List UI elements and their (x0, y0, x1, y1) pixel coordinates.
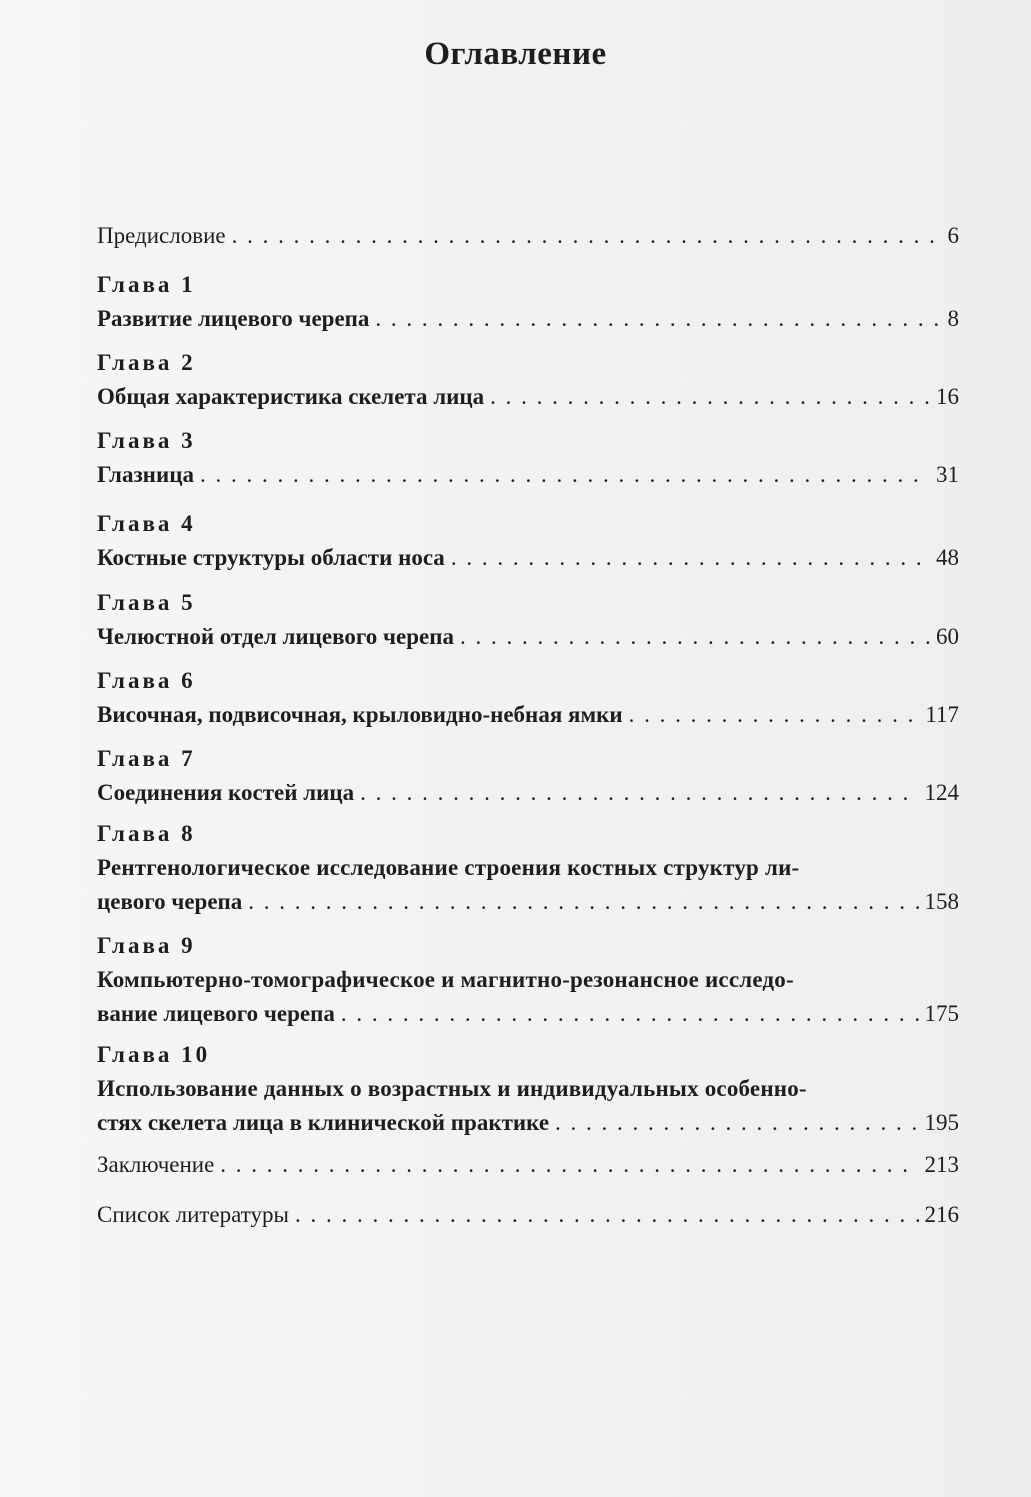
chapter-number: Глава 3 (97, 428, 196, 453)
dot-leader (232, 219, 942, 253)
toc-label: Общая характеристика скелета лица (97, 384, 485, 409)
toc-entry-chapter-7[interactable] (97, 742, 959, 810)
toc-label-continued: цевого черепа (97, 889, 243, 914)
toc-entry-conclusion[interactable] (97, 1148, 959, 1182)
toc-label-continued: вание лицевого черепа (97, 1001, 335, 1026)
chapter-number: Глава 8 (97, 821, 196, 846)
dot-leader (460, 620, 930, 654)
toc-entry-preface[interactable] (97, 219, 959, 253)
toc-label: Глазница (97, 462, 194, 487)
toc-label: Использование данных о возрастных и индивидуальных особенно- (97, 1076, 807, 1101)
toc-page: 124 (924, 780, 959, 805)
page-title: Оглавление (424, 36, 607, 72)
toc-page: 8 (947, 306, 959, 331)
dot-leader (341, 997, 919, 1031)
toc-label: Челюстной отдел лицевого черепа (97, 624, 454, 649)
dot-leader (375, 302, 941, 336)
dot-leader (200, 458, 930, 492)
chapter-number: Глава 5 (97, 590, 196, 615)
chapter-number: Глава 10 (97, 1042, 211, 1067)
toc-entry-chapter-1[interactable] (97, 268, 959, 336)
toc-entry-chapter-5[interactable] (97, 586, 959, 654)
chapter-number: Глава 1 (97, 272, 196, 297)
dot-leader (295, 1198, 919, 1232)
toc-page: 16 (936, 384, 959, 409)
toc-label: Костные структуры области носа (97, 545, 445, 570)
toc-label: Компьютерно-томографическое и магнитно-резонансное исследо- (97, 967, 794, 992)
toc-entry-references[interactable] (97, 1198, 959, 1232)
dot-leader (360, 776, 918, 810)
toc-page: 175 (924, 1001, 959, 1026)
dot-leader (220, 1148, 918, 1182)
toc-entry-chapter-3[interactable] (97, 424, 959, 492)
chapter-number: Глава 9 (97, 933, 196, 958)
toc-label: Рентгенологическое исследование строения костных структур ли- (97, 855, 800, 880)
dot-leader (451, 541, 930, 575)
dot-leader (629, 698, 920, 732)
toc-entry-chapter-4[interactable] (97, 507, 959, 575)
toc-page: 60 (936, 624, 959, 649)
toc-entry-chapter-2[interactable] (97, 346, 959, 414)
dot-leader (248, 885, 918, 919)
chapter-number: Глава 7 (97, 746, 196, 771)
toc-label-continued: стях скелета лица в клинической практике (97, 1110, 550, 1135)
chapter-number: Глава 4 (97, 511, 196, 536)
toc-entry-chapter-10[interactable] (97, 1038, 959, 1140)
toc-label: Височная, подвисочная, крыловидно-небная ямки (97, 702, 623, 727)
toc-page: 195 (924, 1110, 959, 1135)
chapter-number: Глава 6 (97, 668, 196, 693)
toc-entry-chapter-6[interactable] (97, 664, 959, 732)
toc-page: 31 (936, 462, 959, 487)
toc-page: 216 (924, 1202, 959, 1227)
toc-label: Список литературы (97, 1202, 289, 1227)
toc-label: Развитие лицевого черепа (97, 306, 370, 331)
toc-entry-chapter-8[interactable] (97, 817, 959, 919)
dot-leader (490, 380, 930, 414)
toc-page: 6 (947, 223, 959, 248)
toc-label: Предисловие (97, 223, 226, 248)
toc-page: 48 (936, 545, 959, 570)
toc-page: 117 (925, 702, 959, 727)
dot-leader (555, 1106, 918, 1140)
toc-page: 158 (924, 889, 959, 914)
toc-entry-chapter-9[interactable] (97, 929, 959, 1031)
toc-page: 213 (924, 1152, 959, 1177)
toc-label: Заключение (97, 1152, 215, 1177)
chapter-number: Глава 2 (97, 350, 196, 375)
toc-label: Соединения костей лица (97, 780, 355, 805)
